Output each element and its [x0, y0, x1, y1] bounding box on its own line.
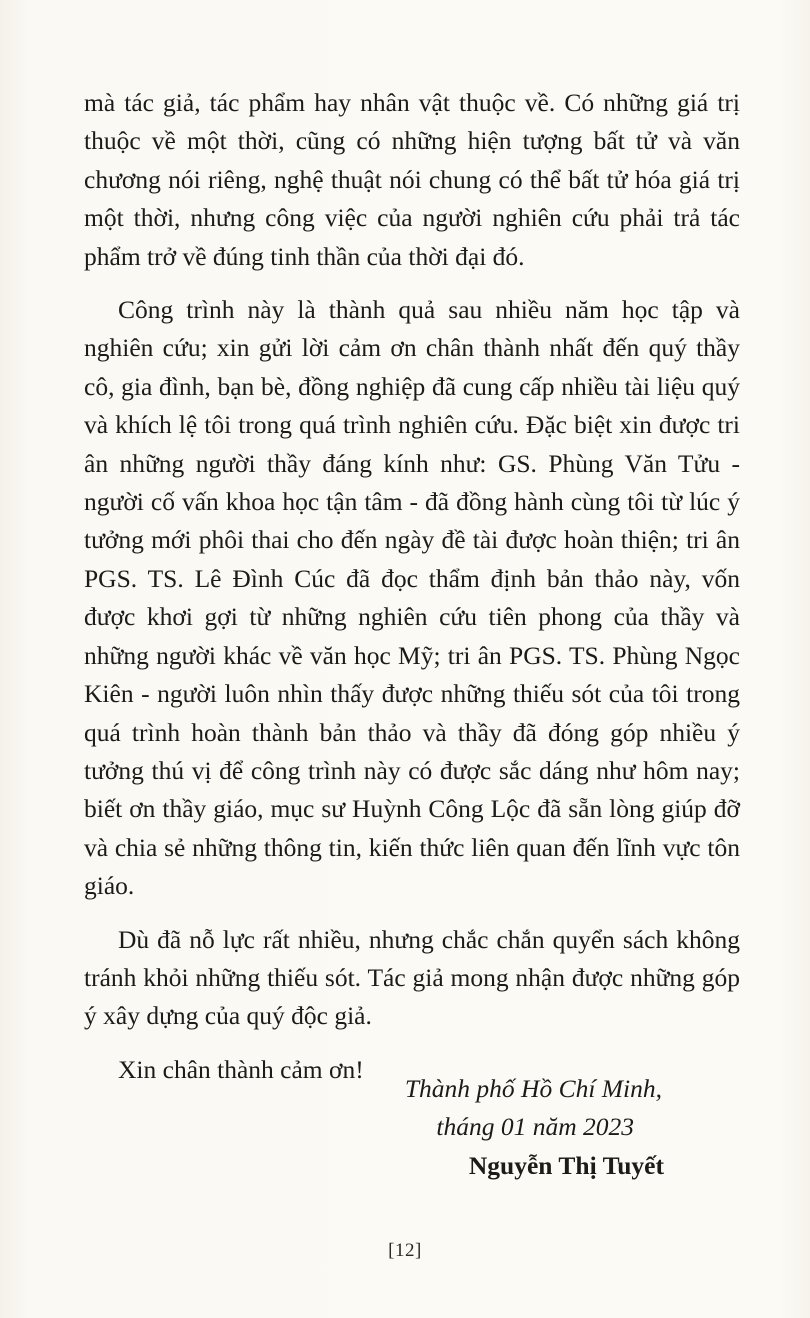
signature-block [405, 1070, 662, 1185]
body-text [84, 84, 740, 1104]
paragraph-continuation: mà tác giả, tác phẩm hay nhân vật thuộc về. Có những giá trị thuộc về một thời, cũng có những hiện tượng bất tử và văn chương nói riêng, nghệ thuật nói chung có thể bất tử hóa giá trị một thời, nhưng công việc của người nghiên cứu phải trả tác phẩm trở về đúng tinh thần của thời đại đó. [84, 88, 740, 271]
paragraph-thanks: Xin chân thành cảm ơn! [118, 1054, 364, 1084]
paragraph-apology: Dù đã nỗ lực rất nhiều, nhưng chắc chắn quyển sách không tránh khỏi những thiếu sót. Tác giả mong nhận được những góp ý xây dựng của quý độc giả. [84, 924, 740, 1031]
signature-author: Nguyễn Thị Tuyết [468, 1150, 664, 1180]
signature-place: Thành phố Hồ Chí Minh, [404, 1074, 662, 1103]
signature-date: tháng 01 năm 2023 [436, 1112, 634, 1142]
paragraph-acknowledgements: Công trình này là thành quả sau nhiều năm học tập và nghiên cứu; xin gửi lời cảm ơn chân thành nhất đến quý thầy cô, gia đình, bạn bè, đồng nghiệp đã cung cấp nhiều tài liệu quý và khích lệ tôi trong quá trình nghiên cứu. Đặc biệt xin được tri ân những người thầy đáng kính như: GS. Phùng Văn Tửu - người cố vấn khoa học tận tâm - đã đồng hành cùng tôi từ lúc ý tưởng mới phôi thai cho đến ngày đề tài được hoàn thiện; tri ân PGS. TS. Lê Đình Cúc đã đọc thẩm định bản thảo này, vốn được khơi gợi từ những nghiên cứu tiên phong của thầy và những người khác về văn học Mỹ; tri ân PGS. TS. Phùng Ngọc Kiên - người luôn nhìn thấy được những thiếu sót của tôi trong quá trình hoàn thành bản thảo và thầy đã đóng góp nhiều ý tưởng thú vị để công trình này có được sắc dáng như hôm nay; biết ơn thầy giáo, mục sư Huỳnh Công Lộc đã sẵn lòng giúp đỡ và chia sẻ những thông tin, kiến thức liên quan đến lĩnh vực tôn giáo. [84, 295, 740, 901]
page-number: [12] [388, 1240, 422, 1261]
